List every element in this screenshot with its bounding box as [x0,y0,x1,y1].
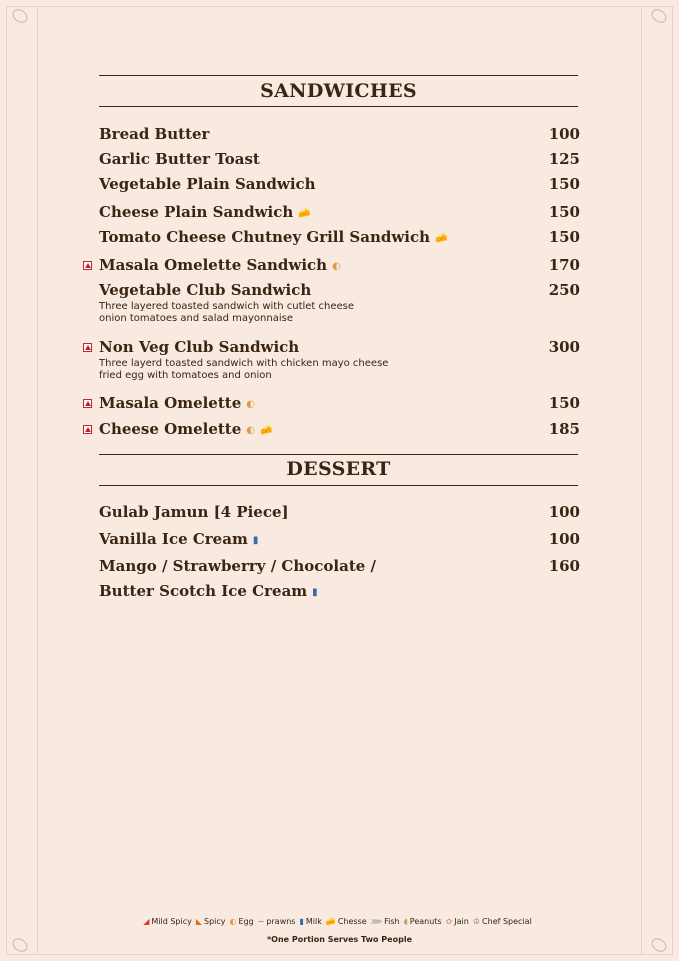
item-name: Cheese Plain Sandwich [99,203,294,221]
item-description [99,358,388,382]
menu-item-name [99,281,311,299]
cheese-icon: 🧀 [435,232,448,244]
menu-item-name [99,557,376,575]
menu-item-name [99,175,316,193]
mild-spicy-icon: ◢ [143,917,150,926]
milk-icon: ▮ [312,586,318,598]
menu-item-name [99,125,209,143]
egg-icon: ◐ [332,260,341,272]
inner-border [37,6,642,955]
cheese-icon: 🧀 [325,917,336,926]
legend-label: Spicy [204,917,226,926]
legend-label: Jain [454,917,469,926]
description-line: Three layerd toasted sandwich with chicken mayo cheese [99,358,389,369]
item-name: Masala Omelette [99,394,242,412]
legend-label: Chesse [337,917,367,926]
item-name: Gulab Jamun [4 Piece] [99,503,289,521]
chef-special-icon: ♔ [472,917,481,926]
menu-item-price: 150 [548,175,580,193]
item-name: Tomato Cheese Chutney Grill Sandwich [99,228,431,246]
item-name: Garlic Butter Toast [99,150,260,168]
section-rule [99,454,578,455]
milk-icon: ▮ [299,917,304,926]
non-veg-icon [83,425,92,434]
legend-label: Chef Special [482,917,532,926]
item-name: Butter Scotch Ice Cream [99,582,308,600]
menu-item-name [99,420,272,438]
peanuts-icon: ◖ [403,917,408,926]
menu-item-price: 150 [548,394,580,412]
section-title: DESSERT [286,458,391,480]
cheese-icon: 🧀 [260,424,273,436]
legend-label: Fish [384,917,400,926]
description-line: Three layered toasted sandwich with cutlet cheese [99,301,355,312]
non-veg-icon [83,343,92,352]
menu-item-price: 125 [548,150,580,168]
menu-item-price: 300 [548,338,580,356]
menu-item-price: 150 [548,203,580,221]
egg-icon: ◐ [246,424,255,436]
description-line: fried egg with tomatoes and onion [99,370,272,381]
menu-item-name [99,394,255,412]
menu-item-price: 150 [548,228,580,246]
legend-label: Milk [305,917,322,926]
description-line: onion tomatoes and salad mayonnaise [99,313,293,324]
item-name: Non Veg Club Sandwich [99,338,300,356]
item-name: Vegetable Club Sandwich [99,281,312,299]
section-title: SANDWICHES [260,80,417,102]
menu-item-price: 160 [548,557,580,575]
menu-item-price: 100 [548,125,580,143]
egg-icon: ◐ [246,398,255,410]
item-name: Masala Omelette Sandwich [99,256,328,274]
legend-label: prawns [266,917,296,926]
jain-icon: ✿ [445,917,453,926]
item-name: Mango / Strawberry / Chocolate / [99,557,376,575]
legend-label: Peanuts [409,917,442,926]
menu-item-name [99,530,258,548]
item-name: Vegetable Plain Sandwich [99,175,316,193]
item-name: Cheese Omelette [99,420,242,438]
legend-label: Egg [238,917,254,926]
menu-item-name [99,338,299,356]
prawns-icon: ∽ [257,917,265,926]
menu-item-name [99,256,341,274]
portion-note: *One Portion Serves Two People [267,935,412,944]
item-name: Bread Butter [99,125,210,143]
egg-icon: ◐ [229,917,237,926]
non-veg-icon [83,261,92,270]
section-rule [99,75,578,76]
menu-item-name [99,150,260,168]
item-name: Vanilla Ice Cream [99,530,248,548]
item-description [99,301,354,325]
non-veg-icon [83,399,92,408]
section-rule [99,485,578,486]
menu-item-name [99,228,447,246]
menu-item-price: 100 [548,503,580,521]
section-rule [99,106,578,107]
milk-icon: ▮ [252,534,259,546]
menu-item-name [99,203,311,221]
fish-icon: ⋙ [370,917,383,926]
menu-item-name [99,582,318,600]
menu-item-name [99,503,289,521]
legend [0,917,679,926]
menu-item-price: 170 [548,256,580,274]
spicy-icon: ◣ [195,917,202,926]
menu-item-price: 250 [548,281,580,299]
cheese-icon: 🧀 [298,207,311,219]
legend-label: Mild Spicy [151,917,192,926]
menu-item-price: 185 [548,420,580,438]
menu-item-price: 100 [548,530,580,548]
